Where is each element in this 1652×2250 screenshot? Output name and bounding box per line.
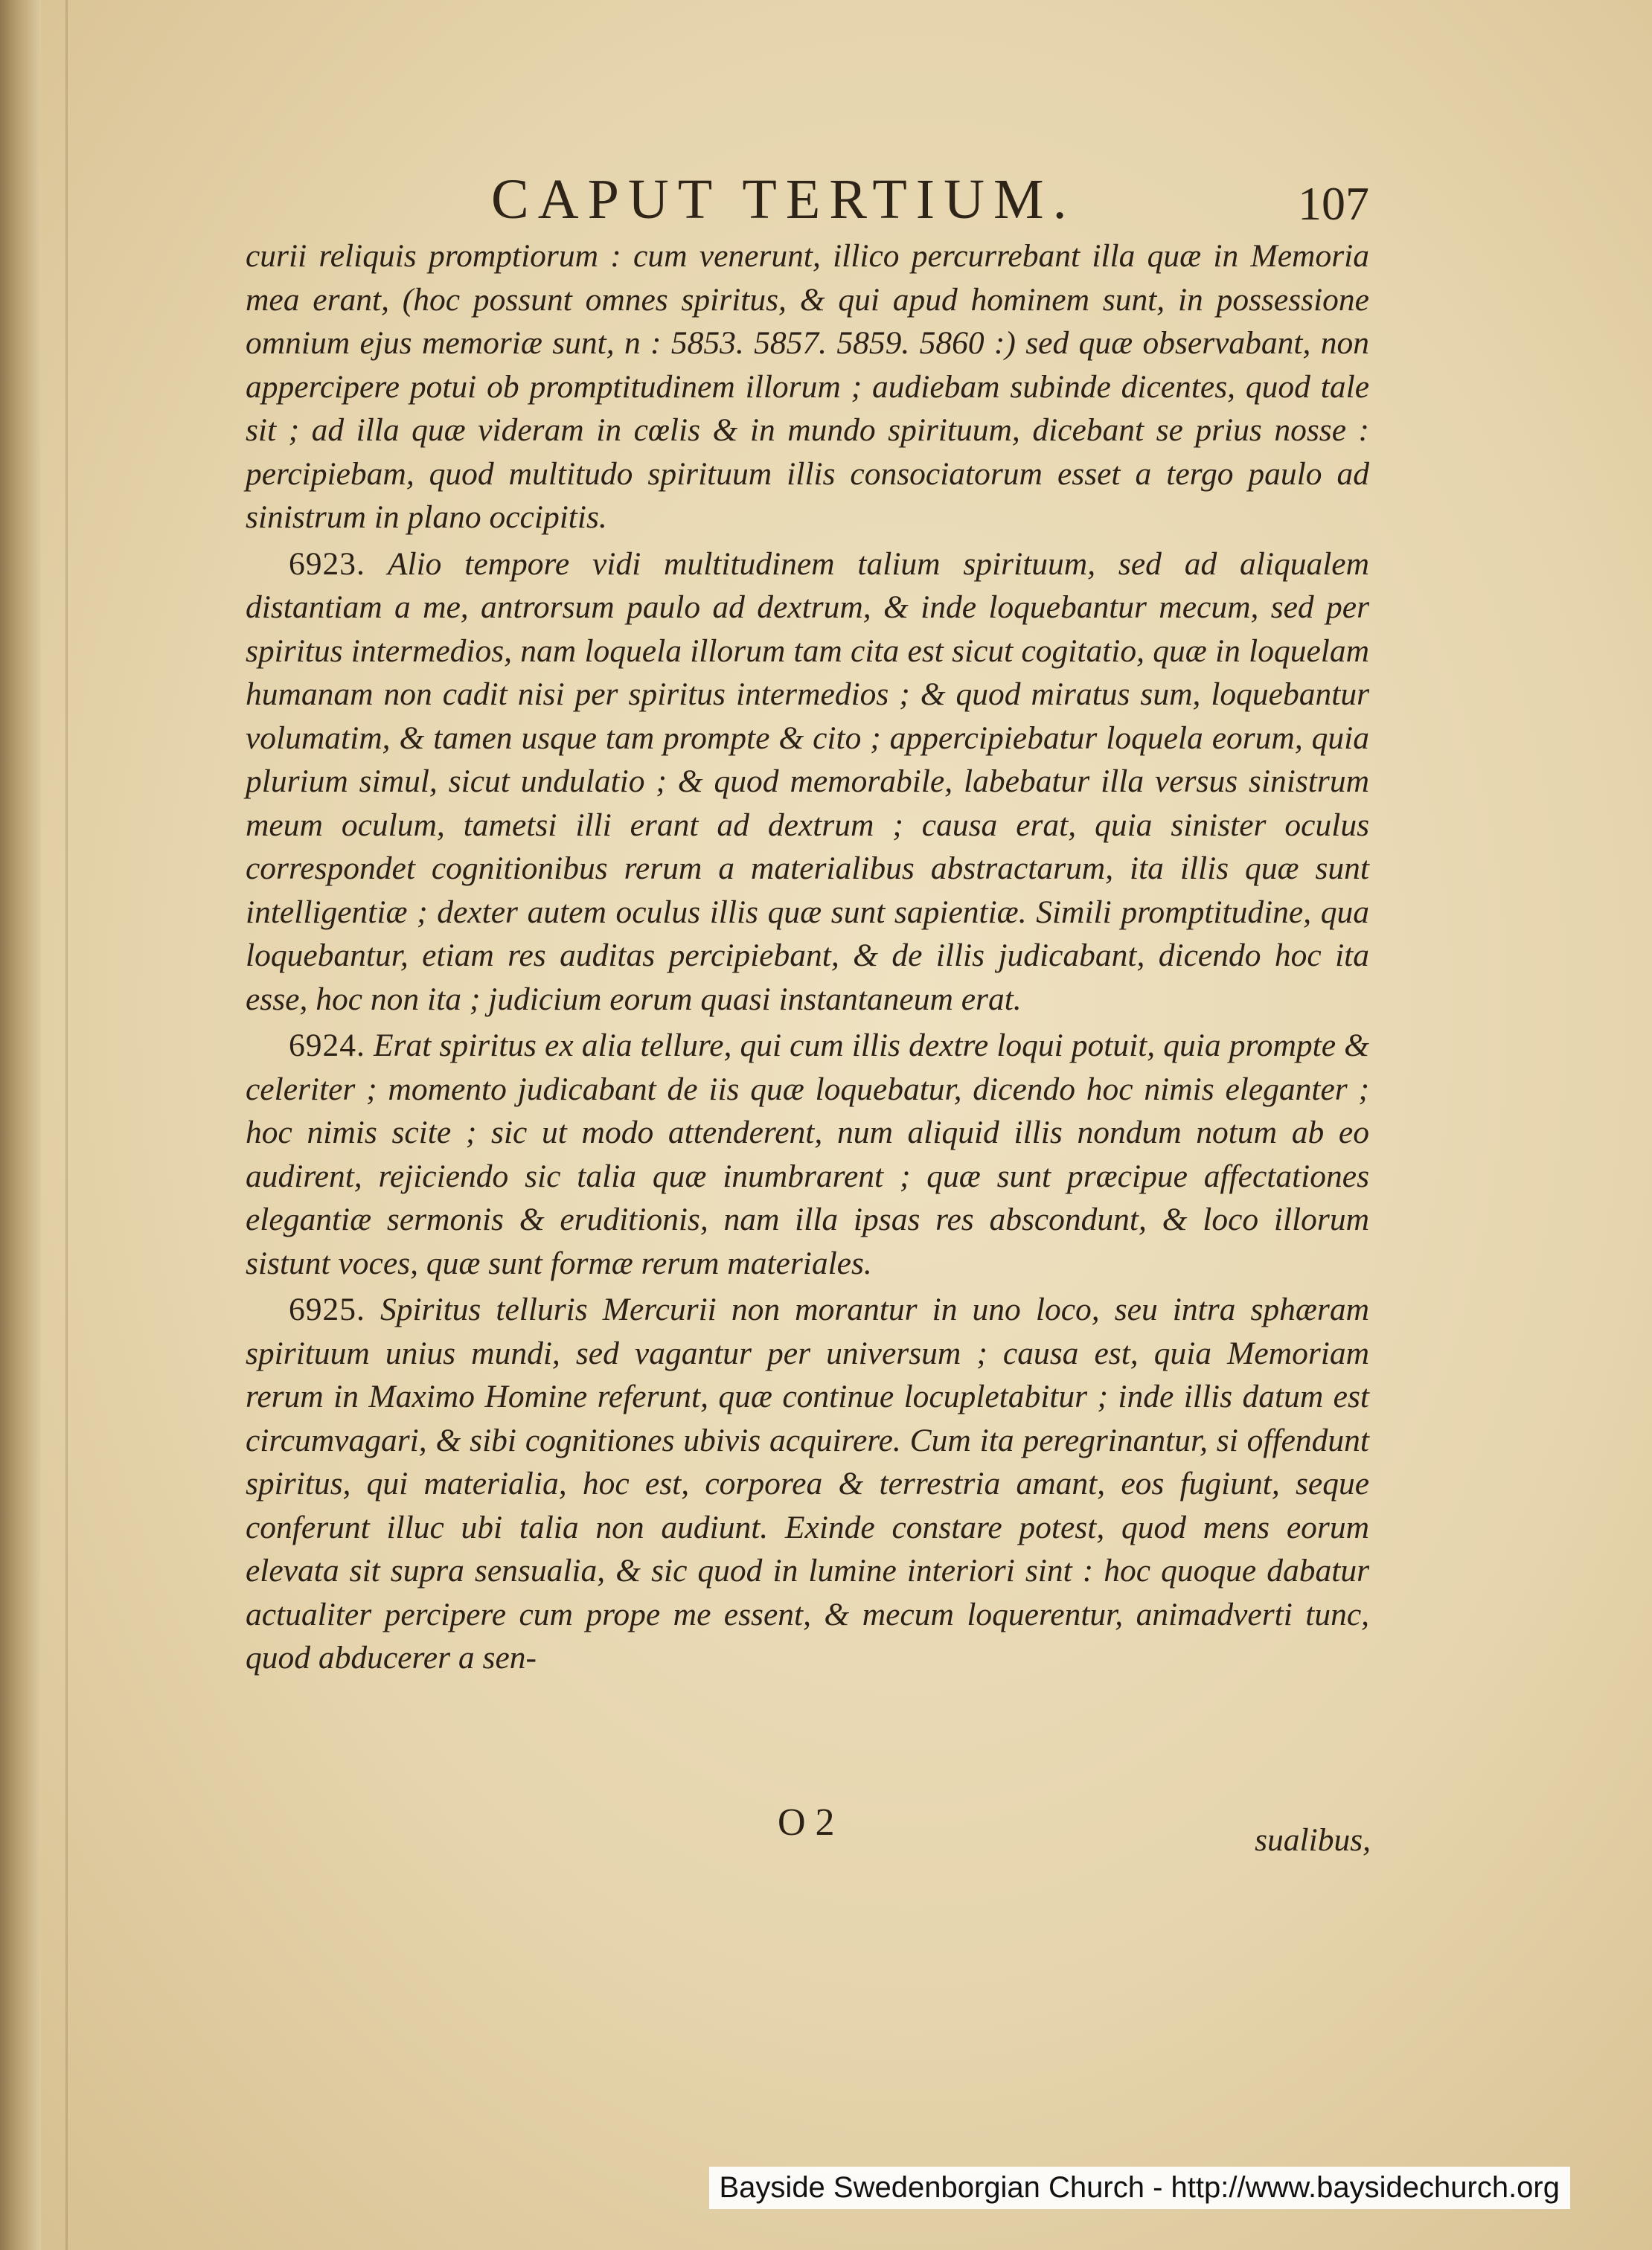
catchword: sualibus, — [1255, 1822, 1371, 1858]
paragraph-text: Alio tempore vidi multitudinem talium spirituum, sed ad aliqualem distantiam a me, antrorsum paulo ad dextrum, & inde loquebantur mecum, sed per spiritus intermedios, nam loquela illorum tam cita est sicut cogitatio, quæ in loquelam humanam non cadit nisi per spiritus intermedios ; & quod miratus sum, loquebantur volumatim, & tamen usque tam prompte & cito ; appercipiebatur loquela eorum, quia plurium simul, sicut undulatio ; & quod memorabile, labebatur illa versus sinistrum meum oculum, tametsi illi erant ad dextrum ; causa erat, quia sinister oculus correspondet cognitionibus rerum a materialibus abstractarum, ita illis quæ sunt intelligentiæ ; dexter autem oculus illis quæ sunt sapientiæ. Simili promptitudine, qua loquebantur, etiam res auditas percipiebant, & de illis judicabant, dicendo hoc ita esse, hoc non ita ; judicium eorum quasi instantaneum erat. — [246, 545, 1369, 1017]
paragraph-6924 — [246, 1024, 1369, 1285]
paragraph-text: Erat spiritus ex alia tellure, qui cum illis dextre loqui potuit, quia prompte & celeriter ; momento judicabant de iis quæ loquebatur, dicendo hoc nimis eleganter ; hoc nimis scite ; sic ut modo attenderent, num aliquid illis nondum notum ab eo audirent, rejiciendo sic talia quæ inumbrarent ; quæ sunt præcipue affectationes elegantiæ sermonis & eruditionis, nam illa ipsas res abscondunt, & loco illorum sistunt voces, quæ sunt formæ rerum materiales. — [246, 1028, 1369, 1281]
page-gutter — [0, 0, 41, 2250]
page-header — [246, 153, 1369, 234]
paragraph-6923 — [246, 542, 1369, 1022]
paragraph-number: 6924. — [289, 1028, 365, 1063]
signature-mark: O 2 — [778, 1801, 835, 1844]
paragraph-number: 6925. — [289, 1292, 365, 1327]
page-edge-line — [65, 0, 68, 2250]
source-watermark: Bayside Swedenborgian Church - http://www.baysidechurch.org — [709, 2167, 1571, 2209]
body-text — [246, 234, 1369, 1683]
paragraph-continuation — [246, 234, 1369, 539]
paragraph-6925 — [246, 1288, 1369, 1680]
page-number: 107 — [1298, 177, 1369, 230]
running-title: CAPUT TERTIUM. — [491, 168, 1076, 231]
paragraph-text: curii reliquis promptiorum : cum venerunt, illico percurrebant illa quæ in Memoria mea erant, (hoc possunt omnes spiritus, & qui apud hominem sunt, in possessione omnium ejus memoriæ sunt, n : 5853. 5857. 5859. 5860 :) sed quæ observabant, non appercipere potui ob promptitudinem illorum ; audiebam subinde dicentes, quod tale sit ; ad illa quæ videram in cœlis & in mundo spirituum, dicebant se prius nosse : percipiebam, quod multitudo spirituum illis consociatorum esset a tergo paulo ad sinistrum in plano occipitis. — [246, 238, 1369, 535]
paragraph-text: Spiritus telluris Mercurii non morantur in uno loco, seu intra sphæram spirituum unius mundi, sed vagantur per universum ; causa est, quia Memoriam rerum in Maximo Homine referunt, quæ continue locupletabitur ; inde illis datum est circumvagari, & sibi cognitiones ubivis acquirere. Cum ita peregrinantur, si offendunt spiritus, qui materialia, hoc est, corporea & terrestria amant, eos fugiunt, seque conferunt illuc ubi talia non audiunt. Exinde constare potest, quod mens eorum elevata sit supra sensualia, & sic quod in lumine interiori sint : hoc quoque dabatur actualiter percipere cum prope me essent, & mecum loquerentur, animadverti tunc, quod abducerer a sen- — [246, 1292, 1370, 1676]
paragraph-number: 6923. — [289, 545, 365, 582]
